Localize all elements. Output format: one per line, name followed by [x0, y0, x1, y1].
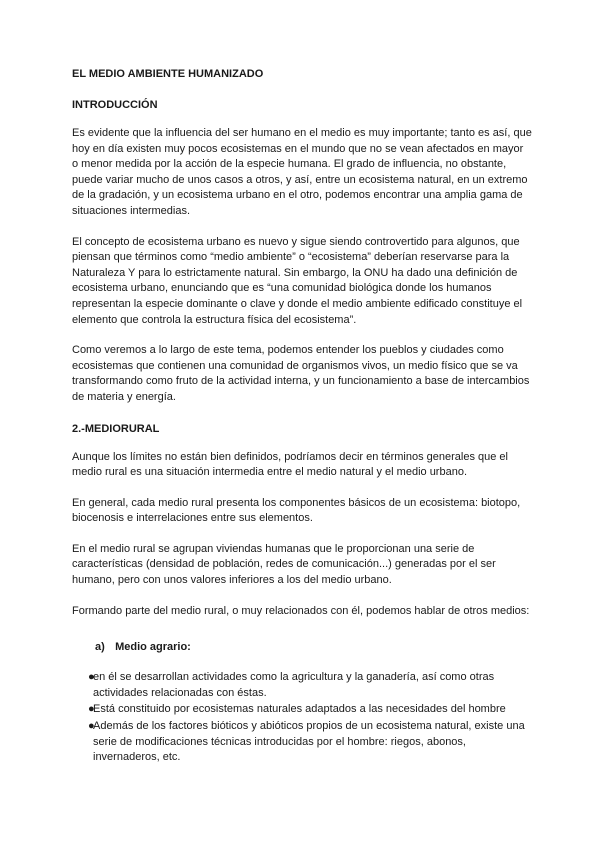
intro-paragraph-2: El concepto de ecosistema urbano es nuevo y sigue siendo controvertido para algunos, que piensan que términos como “medio ambiente” o “ecosistema” deberían reservarse para la Naturaleza Y para lo estrictamente natural. Sin embargo, la ONU ha dado una definición de ecosistema urbano, enunciando que es “una comunidad biológica donde los humanos representan la especie dominante o clave y donde el medio ambiente edificado constituye el elemento que controla la estructura física del ecosistema”. — [72, 235, 523, 326]
bullet-icon: ● — [88, 703, 95, 716]
list-item — [72, 670, 532, 701]
subsection-heading — [95, 639, 532, 655]
bullet-icon: ● — [88, 720, 95, 733]
list-item-text: Además de los factores bióticos y abióticos propios de un ecosistema natural, existe una serie de modificaciones técnicas introducidas por el hombre: riegos, abonos, invernaderos, etc. — [93, 720, 525, 764]
bullet-icon: ● — [88, 671, 95, 684]
subsection-title: Medio agrario: — [115, 641, 191, 654]
document-page — [72, 66, 532, 767]
intro-heading: INTRODUCCIÓN — [72, 99, 158, 111]
list-item — [72, 702, 532, 718]
section2-paragraph-3: En el medio rural se agrupan viviendas humanas que le proporcionan una serie de características (densidad de población, redes de comunicación...) generadas por el ser humano, pero con unos valores inferiores a los del medio urbano. — [72, 542, 496, 587]
list-item — [72, 719, 532, 766]
list-item-text: Está constituido por ecosistemas naturales adaptados a las necesidades del hombre — [93, 703, 506, 716]
section2-paragraph-1: Aunque los límites no están bien definidos, podríamos decir en términos generales que el medio rural es una situación intermedia entre el medio natural y el medio urbano. — [72, 450, 508, 479]
subsection-label: a) — [95, 641, 105, 654]
bullet-list — [72, 670, 532, 766]
section2-heading: 2.-MEDIORURAL — [72, 422, 160, 435]
document-title: EL MEDIO AMBIENTE HUMANIZADO — [72, 68, 264, 80]
section2-paragraph-4: Formando parte del medio rural, o muy relacionados con él, podemos hablar de otros medios: — [72, 604, 530, 617]
intro-paragraph-3: Como veremos a lo largo de este tema, podemos entender los pueblos y ciudades como ecosistemas que contienen una comunidad de organismos vivos, un medio físico que se va transformando como fruto de la actividad interna, y un funcionamiento a base de intercambios de materia y energía. — [72, 344, 530, 403]
list-item-text: en él se desarrollan actividades como la agricultura y la ganadería, así como otras actividades relacionadas con éstas. — [93, 671, 495, 699]
section2-paragraph-2: En general, cada medio rural presenta los componentes básicos de un ecosistema: biotopo, biocenosis e interrelaciones entre sus elementos. — [72, 496, 521, 525]
intro-paragraph-1: Es evidente que la influencia del ser humano en el medio es muy importante; tanto es así, que hoy en día existen muy pocos ecosistemas en el mundo que no se vean afectados en mayor o menor medida por la acción de la especie humana. El grado de influencia, no obstante, puede variar mucho de unos casos a otros, y así, entre un ecosistema natural, en un extremo de la gradación, y un ecosistema urbano en el otro, podemos encontrar una amplia gama de situaciones intermedias. — [72, 127, 532, 217]
